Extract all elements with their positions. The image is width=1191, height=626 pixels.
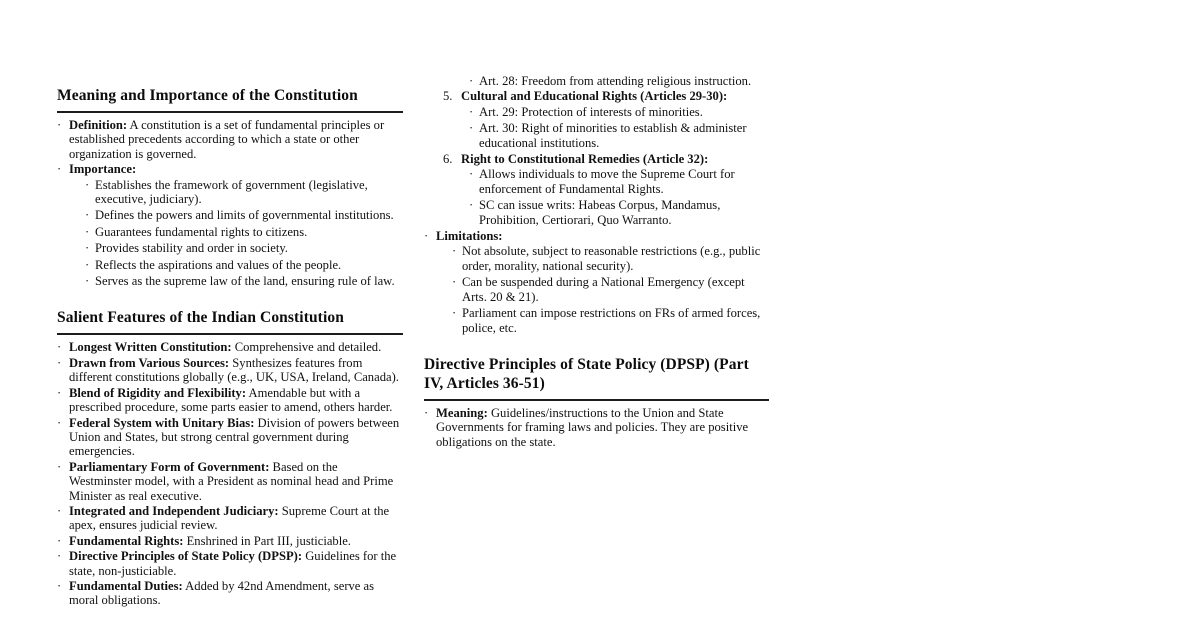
list-item [57, 534, 403, 548]
sublist-limitations [436, 244, 769, 334]
numbered-list-item [424, 89, 769, 150]
item-lead-label: Blend of Rigidity and Flexibility: [69, 385, 247, 400]
item-text: Defines the powers and limits of governmental institutions. [95, 208, 394, 223]
right-column-content [424, 0, 769, 449]
item-lead-label: Definition: [69, 118, 128, 132]
item-text: Division of powers between Union and States, but strong central government during emergencies. [69, 415, 400, 459]
item-lead-label: Drawn from Various Sources: [69, 355, 230, 370]
bullet-icon: · [424, 405, 429, 420]
bullet-icon: · [85, 241, 90, 256]
list-item [57, 549, 403, 578]
item-lead-label: Right to Constitutional Remedies (Article 32): [461, 152, 709, 167]
item-lead-label: Parliamentary Form of Government: [69, 459, 270, 474]
list-item [424, 406, 769, 449]
section-title-dpsp: Directive Principles of State Policy (DPSP) (Part IV, Articles 36-51) [424, 355, 749, 392]
item-text: Amendable but with a prescribed procedure, some parts easier to amend, others harder. [69, 385, 393, 415]
item-lead-label: Limitations: [436, 229, 503, 244]
list-salient-features [57, 340, 403, 607]
bullet-icon: · [57, 118, 62, 132]
item-lead-label: Cultural and Educational Rights (Articles 29-30): [461, 89, 728, 104]
list-dpsp [424, 406, 769, 449]
item-text: Reflects the aspirations and values of the people. [95, 257, 342, 272]
list-item [57, 356, 403, 385]
bullet-icon: · [57, 162, 62, 177]
item-text: Establishes the framework of government (legislative, executive, judiciary). [95, 177, 368, 207]
item-text: Allows individuals to move the Supreme Court for enforcement of Fundamental Rights. [479, 167, 735, 196]
list-item [57, 416, 403, 459]
bullet-icon: · [85, 177, 90, 192]
bullet-icon: · [57, 385, 62, 400]
list-item [84, 225, 403, 239]
list-item [424, 229, 769, 335]
item-text: Comprehensive and detailed. [234, 340, 382, 355]
item-text: Art. 29: Protection of interests of minorities. [479, 104, 703, 119]
bullet-icon: · [469, 74, 474, 88]
section-salient-features [57, 308, 403, 607]
bullet-icon: · [85, 274, 90, 289]
list-item [57, 460, 403, 503]
list-item [84, 274, 403, 288]
bullet-icon: · [57, 533, 62, 548]
bullet-icon: · [452, 306, 457, 321]
left-column-content [57, 0, 403, 608]
list-item [468, 167, 769, 196]
list-item [57, 118, 403, 161]
item-text: Provides stability and order in society. [95, 241, 288, 256]
item-text: A constitution is a set of fundamental principles or established precedents according to which a state or other organization is governed. [69, 118, 385, 161]
bullet-icon: · [469, 121, 474, 136]
list-item [451, 306, 769, 335]
section-title-salient-features: Salient Features of the Indian Constitution [57, 309, 344, 327]
item-text: Based on the Westminster model, with a President as nominal head and Prime Minister as real executive. [69, 459, 394, 503]
bullet-icon: · [57, 549, 62, 564]
list-number: 5. [443, 89, 453, 104]
heading-divider [57, 333, 403, 335]
item-text: Not absolute, subject to reasonable restrictions (e.g., public order, morality, national security). [462, 244, 761, 273]
bullet-icon: · [469, 198, 474, 213]
item-text: Supreme Court at the apex, ensures judicial review. [69, 503, 390, 533]
item-lead-label: Directive Principles of State Policy (DPSP): [69, 549, 303, 564]
section-meaning-importance [57, 86, 403, 288]
page-title: Meaning and Importance of the Constitution [57, 87, 358, 104]
list-item [468, 74, 769, 88]
sublist [461, 105, 769, 150]
item-text: Parliament can impose restrictions on FRs of armed forces, police, etc. [462, 306, 761, 335]
right-column [424, 0, 769, 451]
list-meaning-importance [57, 118, 403, 288]
list-item [57, 579, 403, 608]
bullet-icon: · [469, 104, 474, 119]
item-text: Guidelines for the state, non-justiciable. [69, 549, 397, 578]
item-text: Serves as the supreme law of the land, ensuring rule of law. [95, 274, 395, 289]
item-text: Can be suspended during a National Emergency (except Arts. 20 & 21). [462, 275, 745, 304]
bullet-icon: · [57, 578, 62, 593]
numbered-list-fundamental-rights [424, 89, 769, 227]
list-item [468, 198, 769, 227]
list-item [84, 208, 403, 222]
bullet-icon: · [57, 459, 62, 474]
list-item [57, 504, 403, 533]
numbered-list-item [424, 152, 769, 227]
bullet-icon: · [57, 340, 62, 355]
item-lead-label: Importance: [69, 162, 137, 177]
bullet-icon: · [452, 244, 457, 259]
item-text: Art. 28: Freedom from attending religious instruction. [479, 74, 752, 88]
item-lead-label: Integrated and Independent Judiciary: [69, 503, 279, 518]
item-lead-label: Fundamental Duties: [69, 578, 183, 593]
list-item [84, 178, 403, 207]
item-text: Art. 30: Right of minorities to establish & administer educational institutions. [479, 121, 747, 150]
list-item [451, 244, 769, 273]
bullet-icon: · [469, 167, 474, 182]
item-lead-label: Longest Written Constitution: [69, 340, 232, 355]
list-item [84, 241, 403, 255]
item-lead-label: Federal System with Unitary Bias: [69, 415, 255, 430]
section-dpsp [424, 355, 769, 449]
list-limitations [424, 229, 769, 335]
bullet-icon: · [85, 208, 90, 223]
sublist [461, 167, 769, 227]
bullet-icon: · [424, 229, 429, 244]
bullet-icon: · [57, 503, 62, 518]
sublist-importance [69, 178, 403, 289]
list-item [451, 275, 769, 304]
item-text: SC can issue writs: Habeas Corpus, Mandamus, Prohibition, Certiorari, Quo Warranto. [479, 198, 721, 227]
bullet-icon: · [85, 224, 90, 239]
left-column [57, 0, 403, 610]
item-text: Enshrined in Part III, justiciable. [186, 533, 351, 548]
list-item [468, 121, 769, 150]
item-lead-label: Meaning: [436, 405, 488, 420]
bullet-icon: · [57, 355, 62, 370]
item-text: Guidelines/instructions to the Union and State Governments for framing laws and policies. They are positive obligations on the state. [436, 405, 749, 449]
list-item [468, 105, 769, 119]
list-item [57, 162, 403, 288]
continued-subitem-list [424, 74, 769, 88]
list-item [84, 258, 403, 272]
item-text: Added by 42nd Amendment, serve as moral obligations. [69, 578, 375, 608]
heading-divider [424, 399, 769, 401]
list-number: 6. [443, 152, 453, 167]
bullet-icon: · [85, 257, 90, 272]
item-lead-label: Fundamental Rights: [69, 533, 184, 548]
item-text: Synthesizes features from different constitutions globally (e.g., UK, USA, Ireland, Canada). [69, 355, 399, 385]
list-item [57, 340, 403, 354]
bullet-icon: · [57, 415, 62, 430]
item-text: Guarantees fundamental rights to citizens. [95, 224, 308, 239]
bullet-icon: · [452, 275, 457, 290]
list-item [57, 386, 403, 415]
heading-divider [57, 111, 403, 113]
